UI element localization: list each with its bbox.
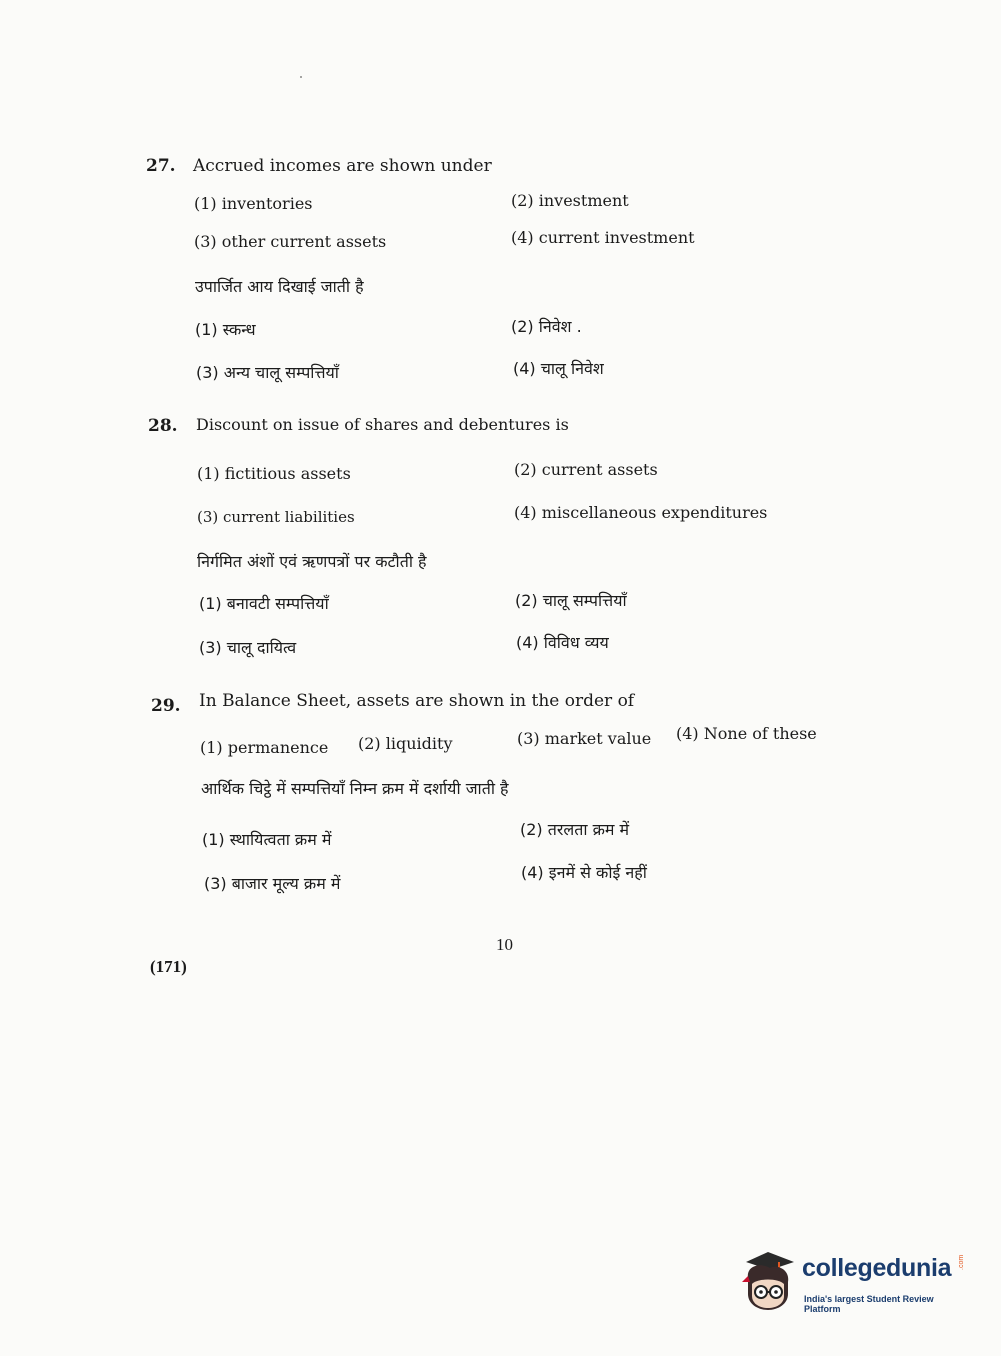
logo-wordmark: collegedunia xyxy=(802,1254,952,1282)
q27-hindi-option-4: (4) चालू निवेश xyxy=(513,359,604,378)
q28-hindi-option-1: (1) बनावटी सम्पत्तियाँ xyxy=(199,594,329,613)
question-27-text: Accrued incomes are shown under xyxy=(193,156,492,176)
q28-option-2: (2) current assets xyxy=(514,460,658,479)
q29-option-2: (2) liquidity xyxy=(358,734,453,753)
scan-speck xyxy=(300,76,302,78)
q27-option-3: (3) other current assets xyxy=(194,232,387,251)
q29-option-3: (3) market value xyxy=(517,729,652,748)
logo-suffix: .com xyxy=(958,1254,965,1270)
q28-hindi-option-3: (3) चालू दायित्व xyxy=(199,638,297,657)
q29-hindi-option-2: (2) तरलता क्रम में xyxy=(520,820,630,839)
q29-hindi-text: आर्थिक चिट्ठे में सम्पत्तियाँ निम्न क्रम में दर्शायी जाती है xyxy=(201,779,509,798)
q29-hindi-option-3: (3) बाजार मूल्य क्रम में xyxy=(204,874,341,893)
q28-hindi-text: निर्गमित अंशों एवं ऋणपत्रों पर कटौती है xyxy=(197,552,427,571)
q27-option-4: (4) current investment xyxy=(511,228,695,247)
q28-hindi-option-4: (4) विविध व्यय xyxy=(516,633,609,652)
question-29-number: 29. xyxy=(151,696,181,716)
q27-hindi-option-2: (2) निवेश . xyxy=(511,317,582,336)
q27-hindi-option-1: (1) स्कन्ध xyxy=(195,320,256,339)
collegedunia-logo xyxy=(738,1248,970,1318)
question-28-text: Discount on issue of shares and debentures is xyxy=(196,415,569,434)
q28-option-1: (1) fictitious assets xyxy=(197,464,351,483)
q29-hindi-option-1: (1) स्थायित्वता क्रम में xyxy=(202,830,332,849)
q27-option-1: (1) inventories xyxy=(194,194,313,213)
q27-hindi-option-3: (3) अन्य चालू सम्पत्तियाँ xyxy=(196,363,339,382)
q28-option-4: (4) miscellaneous expenditures xyxy=(514,503,768,522)
logo-tagline: India's largest Student Review Platform xyxy=(804,1294,934,1314)
paper-code: (171) xyxy=(150,957,187,976)
question-29-text: In Balance Sheet, assets are shown in the order of xyxy=(199,691,635,711)
question-28-number: 28. xyxy=(148,416,178,436)
q28-option-3: (3) current liabilities xyxy=(197,508,355,526)
question-27-number: 27. xyxy=(146,156,176,176)
q28-hindi-option-2: (2) चालू सम्पत्तियाँ xyxy=(515,591,627,610)
mascot-icon xyxy=(738,1248,800,1318)
q29-option-4: (4) None of these xyxy=(676,724,817,743)
q27-option-2: (2) investment xyxy=(511,191,629,210)
page-number: 10 xyxy=(496,935,513,954)
q29-hindi-option-4: (4) इनमें से कोई नहीं xyxy=(521,863,647,882)
q27-hindi-text: उपार्जित आय दिखाई जाती है xyxy=(195,277,364,296)
q29-option-1: (1) permanence xyxy=(200,738,329,757)
